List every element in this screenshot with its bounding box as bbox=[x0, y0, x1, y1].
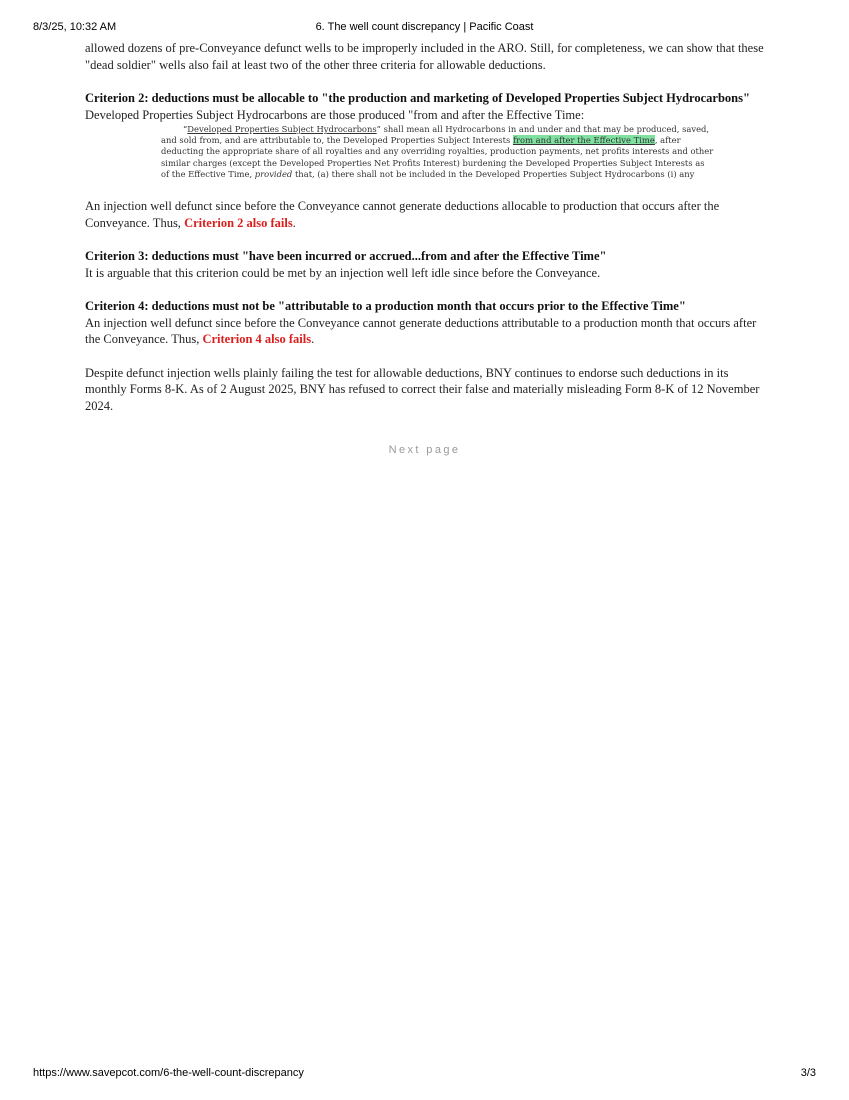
criterion-4-body-text: An injection well defunct since before the Conveyance cannot generate deductions attributable to a production month that occurs after the Conveyance. Thus, bbox=[85, 315, 757, 347]
criterion-2-intro: Developed Properties Subject Hydrocarbons are those produced "from and after the Effective Time: bbox=[85, 107, 585, 122]
quote-line-1 bbox=[161, 124, 710, 135]
print-url: https://www.savepcot.com/6-the-well-count-discrepancy bbox=[33, 1067, 304, 1079]
quote-defined-term: Developed Properties Subject Hydrocarbons bbox=[187, 124, 377, 134]
criterion-4-heading: Criterion 4: deductions must not be "attributable to a production month that occurs prior to the Effective Time" bbox=[85, 299, 686, 314]
criterion-2-section bbox=[85, 90, 765, 231]
quote-line-5-pre: of the Effective Time, bbox=[161, 168, 255, 179]
quote-highlight: from and after the Effective Time bbox=[512, 135, 655, 146]
criterion-3-section bbox=[85, 248, 765, 281]
criterion-4-fail: Criterion 4 also fails bbox=[202, 332, 312, 347]
quote-line-1-rest: ” shall mean all Hydrocarbons in and under and that may be produced, saved, bbox=[376, 124, 710, 134]
quote-line-2-pre: and sold from, and are attributable to, the Developed Properties Subject Interests bbox=[161, 135, 513, 146]
quote-line-5 bbox=[161, 169, 693, 180]
quote-emphasis: provided bbox=[254, 168, 293, 179]
print-footer bbox=[33, 1067, 816, 1081]
next-page-link[interactable]: Next page bbox=[388, 444, 461, 456]
quote-line-4: similar charges (except the Developed Properties Net Profits Interest) burdening the Developed Properties Subject Interests as bbox=[161, 157, 705, 168]
print-page-number: 3/3 bbox=[800, 1067, 816, 1079]
quote-line-2 bbox=[161, 135, 693, 146]
print-header bbox=[33, 21, 816, 35]
criterion-3-heading: Criterion 3: deductions must "have been incurred or accrued...from and after the Effective Time" bbox=[85, 249, 607, 264]
definition-quote-image bbox=[161, 124, 714, 180]
criterion-2-body-end: . bbox=[292, 215, 296, 230]
quote-line-3: deducting the appropriate share of all royalties and any overriding royalties, production payments, net profits interests and other bbox=[161, 146, 714, 157]
criterion-2-body bbox=[85, 198, 765, 231]
article-content bbox=[85, 40, 765, 414]
intro-paragraph: allowed dozens of pre-Conveyance defunct wells to be improperly included in the ARO. Still, for completeness, we can show that these "dead soldier" wells also fail at least two of the other three criteria for allowable deductions. bbox=[85, 41, 764, 72]
quote-open-mark: “ bbox=[183, 124, 188, 134]
criterion-4-body-end: . bbox=[311, 332, 315, 347]
criterion-2-heading: Criterion 2: deductions must be allocable to "the production and marketing of Developed Properties Subject Hydrocarbons" bbox=[85, 91, 750, 105]
criterion-3-body: It is arguable that this criterion could be met by an injection well left idle since before the Conveyance. bbox=[85, 265, 601, 280]
criterion-4-body bbox=[85, 315, 765, 348]
quote-line-5-post: that, (a) there shall not be included in the Developed Properties Subject Hydrocarbons (i) any bbox=[292, 168, 695, 179]
criterion-2-body-text: An injection well defunct since before the Conveyance cannot generate deductions allocable to production that occurs after the Conveyance. Thus, bbox=[85, 199, 720, 230]
criterion-4-section bbox=[85, 298, 765, 348]
print-datetime: 8/3/25, 10:32 AM bbox=[33, 21, 117, 33]
print-page-title: 6. The well count discrepancy | Pacific Coast bbox=[315, 21, 534, 33]
criterion-2-fail: Criterion 2 also fails bbox=[184, 215, 293, 230]
conclusion-paragraph: Despite defunct injection wells plainly failing the test for allowable deductions, BNY continues to endorse such deductions in its monthly Forms 8-K. As of 2 August 2025, BNY has refused to correct their false and materially misleading Form 8-K of 12 November 2024. bbox=[85, 365, 760, 413]
quote-line-2-post: , after bbox=[654, 135, 681, 146]
